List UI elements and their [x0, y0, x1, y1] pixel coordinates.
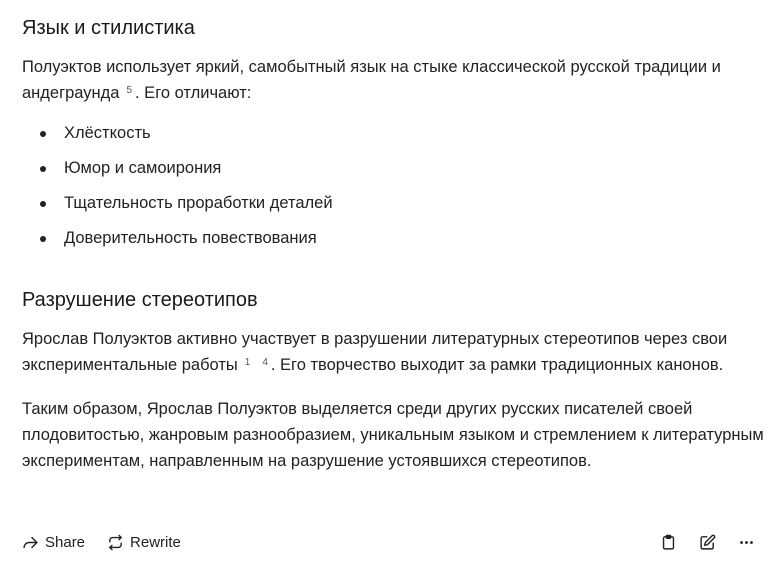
- list-item: Юмор и самоирония: [64, 151, 767, 186]
- citation-5[interactable]: 5: [126, 85, 133, 96]
- answer-toolbar: [22, 530, 757, 554]
- rewrite-button[interactable]: [107, 534, 181, 551]
- copy-button[interactable]: [657, 531, 679, 553]
- share-icon: [22, 534, 39, 551]
- answer-content: [22, 14, 767, 474]
- share-label: Share: [45, 533, 86, 551]
- rewrite-label: Rewrite: [130, 533, 181, 551]
- list-item: Тщательность проработки деталей: [64, 186, 767, 221]
- edit-icon: [699, 534, 716, 551]
- paragraph-stereotypes: [22, 326, 767, 378]
- list-item: Хлёсткость: [64, 116, 767, 151]
- paragraph-text: Ярослав Полуэктов активно участвует в разрушении литературных стереотипов через свои экспериментальные работы: [22, 330, 728, 374]
- edit-button[interactable]: [696, 531, 718, 553]
- more-icon: [738, 534, 755, 551]
- paragraph-language: [22, 54, 767, 106]
- paragraph-text-after: . Его творчество выходит за рамки традиционных канонов.: [270, 356, 724, 374]
- rewrite-icon: [107, 534, 124, 551]
- citation-1[interactable]: 1: [244, 357, 251, 368]
- share-button[interactable]: [22, 534, 85, 551]
- citation-4[interactable]: 4: [262, 357, 268, 368]
- more-button[interactable]: [735, 531, 757, 553]
- traits-list: [22, 116, 767, 256]
- section-heading-stereotypes: Разрушение стереотипов: [22, 289, 258, 311]
- section-heading-language: Язык и стилистика: [22, 17, 195, 39]
- paragraph-text-after: . Его отличают:: [135, 84, 252, 102]
- copy-icon: [660, 534, 677, 551]
- paragraph-text: Полуэктов использует яркий, самобытный язык на стыке классической русской традиции и андеграунда: [22, 58, 721, 102]
- list-item: Доверительность повествования: [64, 221, 767, 256]
- paragraph-conclusion: Таким образом, Ярослав Полуэктов выделяется среди других русских писателей своей плодовитостью, жанровым разнообразием, уникальным языком и стремлением к литературным экспериментам, направленным на разрушение устоявшихся стереотипов.: [22, 400, 764, 470]
